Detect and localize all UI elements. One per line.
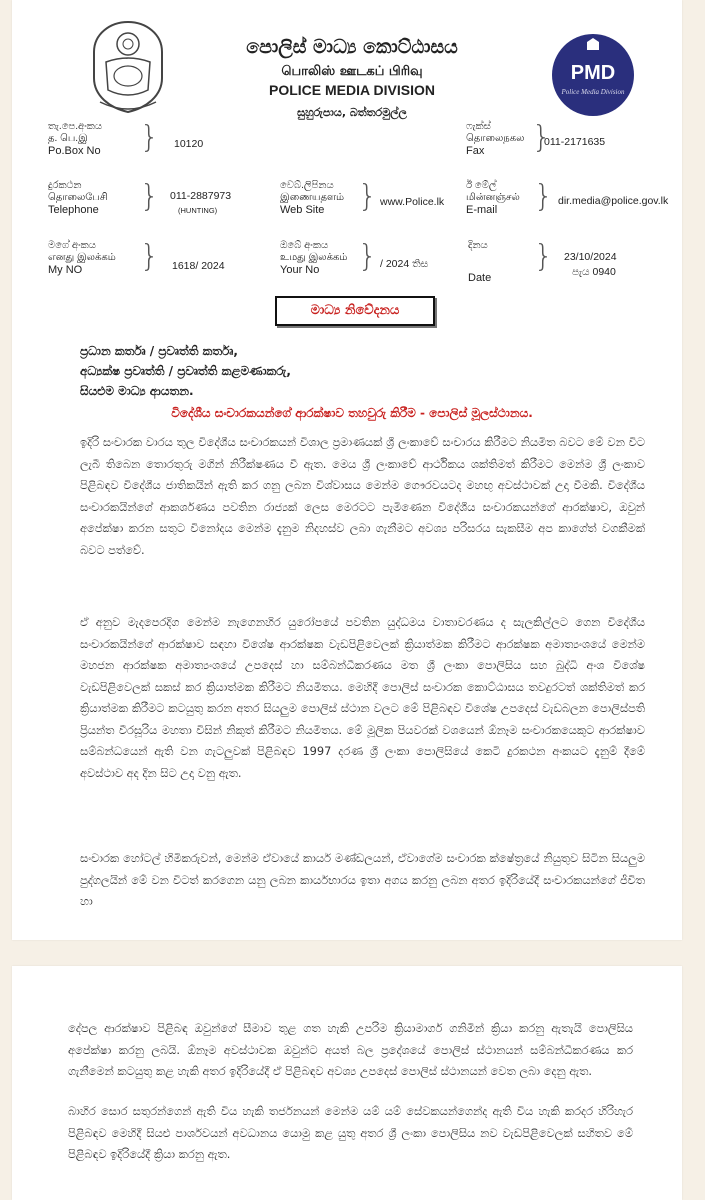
- pmd-logo-icon: [550, 32, 636, 118]
- recipient-line: ප්‍රධාන කර්තෘ / ප්‍රවෘත්ති කර්තෘ,: [80, 344, 238, 358]
- brace-icon: }: [140, 239, 160, 274]
- subject-heading: විදේශීය සංචාරකයන්ගේ ආරක්ෂාව තහවුරු කිරීම - පොලිස් මූලස්ථානය.: [171, 406, 533, 420]
- telephone-value: 011-2887973: [170, 190, 232, 202]
- body-paragraph: බාහිර සොර සතුරන්ගෙන් ඇති විය හැකි තර්ජනයන් මෙන්ම යම් යම් සේවකයන්ගෙන්ද ඇති විය හැකි කරදර හිරිහැර පිළිබඳව මෙහිදී සියළු පාර්ශවයන් අවධානය යොමු කළ යුතු අතර ශ්‍රී ලංකා පොලිසිය නව වැඩපිළිවෙලක් සහිතව මේ පිළිබඳව ඉදිරියේදී ක්‍රියා කරනු ඇත.: [68, 1104, 633, 1161]
- body-paragraph: ඒ අනුව මැදපෙරදිග මෙන්ම නැගෙනහිර යුරෝපයේ පවතින යුද්ධමය වාතාවරණය ද සැලකිල්ලට ගෙන විදේශීය සංචාරකයින්ගේ ආරක්ෂාව සඳහා විශේෂ ආරක්ෂක වැඩපිළිවෙලක් ක්‍රියාත්මක කිරීමට ආරක්ෂක අමාත්‍යංශයේ මෙන්ම මහජන ආරක්ෂක අමාත්‍යංශයේ උපදෙස් හා සම්බන්ධීකරණය මත ශ්‍රී ලංකා පොලිසිය සහ බුද්ධි අංශ විශේෂ වැඩපිළිවෙලක් සකස් කර ක්‍රියාත්මක කිරීමට නියමිතය. මෙහිදී පොලිස් සංචාරක කොට්ඨාසය තවදුරටත් ශක්තිමත් කර ක්‍රියාත්මක කිරීමට කටයුතු කරන අතර සියලුම පොලිස් ස්ථාන වලට මේ පිළිබඳව විශේෂ උපදෙස් වැඩබලන පොලිස්පති ප්‍රියන්ත වීරසූරිය මහතා විසින් නිකුත් කිරීමට නියමිතය. මේ මූලික පියවරක් වශයෙන් ඕනෑම සංචාරකයෙකුට ආරක්ෂාව සම්බන්ධයෙන් ඇති වන ගැටලුවක් පිළිබඳව 1997 දරණ ශ්‍රී ලංකා පොලිසියේ කෙටි දුරකථන අංකයට දැනුම් දීමේ අවස්ථාව අද දින සිට උදා වනු ඇත.: [80, 615, 645, 780]
- pobox-label: තැ.පෙ.අංකය த. பெ.இ Po.Box No: [48, 121, 103, 157]
- date-value: 23/10/2024: [564, 251, 617, 263]
- website-label: වෙබ්.ලිපිනය இணையதளம் Web Site: [280, 180, 345, 216]
- body-paragraph: දේපල ආරක්ෂාව පිළිබඳ ඔවුන්ගේ සීමාව තුළ ගත හැකි උපරිම ක්‍රියාමාර්ග ගනිමින් ක්‍රියා කරනු ඇතැයි පොලිසිය අපේක්ෂා කරනු ලබයි. ඕනෑම අවස්ථාවක ඔවුන්ට අයත් බල ප්‍රදේශයේ පොලිස් ස්ථානයන් සම්බන්ධීකරණය කර ගැනීමෙන් කටයුතු කළ හැකි අතර ඉදිරියේදී ඒ පිළිබඳව අවශ්‍ය උපදෙස් පොලිස් ස්ථානයන් වෙත ලබා දෙනු ඇත.: [68, 1021, 633, 1078]
- brace-icon: }: [532, 120, 552, 155]
- body-paragraph: ඉදිරි සංචාරක වාරය තුල විදේශීය සංචාරකයන් විශාල ප්‍රමාණයක් ශ්‍රී ලංකාවේ සංචාරය කිරීමට නියමිත බවට මේ වන විට ලැබී තිබෙන තොරතුරු මගින් නිරීක්ෂණය වී ඇත. මෙය ශ්‍රී ලංකාවේ ආර්ථිකය ශක්තිමත් කිරීමට මෙන්ම ශ්‍රී ලංකාව පිළිබඳව විදේශීය ජාතිකයින් ඇති කර ගනු ලබන විශ්වාසය මෙන්ම ගෞරවයටද මහඟු අවස්ථාවක් උදා වීමකි. විදේශීය සංචාරකයින්ගේ ආකර්ශණය පවතින රාජ්‍යක් ලෙස මෙරටට පැමිණෙන විදේශීය සංචාරකයන්ගේ ආරක්ෂාව, ඔවුන් අපේක්ෂා කරන සතුට විනෝදය මෙන්ම දැනුම නිදහස්ව ලබා ගැනීමට අවශ්‍ය පරිසරය සැකසීම අප කාගේත් වගකීමක් බවට පත්වේ.: [80, 435, 645, 557]
- brace-icon: }: [140, 179, 160, 214]
- email-label: ඊ මේල් மின்னஞ்சல் E-mail: [466, 180, 520, 216]
- telephone-label: දුරකථන தொலைபேசி Telephone: [48, 180, 108, 216]
- fax-value: 011-2171635: [544, 136, 606, 148]
- logo-text: PMD: [570, 62, 616, 84]
- logo-subtext: Police Media Division: [561, 88, 625, 96]
- time-value: පැය 0940: [572, 266, 616, 278]
- recipient-line: අධ්‍යක්ෂ ප්‍රවෘත්ති / ප්‍රවෘත්ති කළමණාකරු,: [80, 364, 291, 378]
- header-title-english: POLICE MEDIA DIVISION: [269, 82, 435, 98]
- pobox-value: 10120: [174, 138, 204, 150]
- police-crest-icon: [88, 18, 168, 114]
- brace-icon: }: [140, 120, 160, 155]
- brace-icon: }: [534, 239, 554, 274]
- date-label-en: Date: [468, 272, 492, 284]
- email-link[interactable]: dir.media@police.gov.lk: [558, 195, 669, 207]
- letter-page-1: [12, 0, 682, 940]
- brace-icon: }: [358, 179, 378, 214]
- your-no-value: / 2024 තිස: [380, 258, 429, 270]
- body-paragraph: සංචාරක හෝටල් හිමිකරුවන්, මෙන්ම ඒවායේ කාර්ය මණ්ඩලයන්, ඒවාගේම සංචාරක ක්ෂේත්‍රයේ නියුතුව සිටින සියලුම පුද්ගලයින් මේ වන විටත් කරගෙන යනු ලබන කාර්යභාරය ඉතා අගය කරනු ලබන අතර ඉදිරියේදී සංචාරකයන්ගේ ජීවිත හා: [80, 851, 645, 908]
- brace-icon: }: [534, 179, 554, 214]
- my-no-value: 1618/ 2024: [172, 260, 225, 272]
- fax-label: ෆැක්ස් தொலைநகல Fax: [466, 121, 525, 157]
- my-no-label: මගේ අංකය எனது இலக்கம் My NO: [48, 240, 116, 276]
- brace-icon: }: [358, 239, 378, 274]
- recipient-line: සියළුම මාධ්‍ය ආයතන.: [80, 384, 194, 398]
- website-link[interactable]: www.Police.lk: [380, 196, 445, 208]
- header-title-sinhala: පොලිස් මාධ්‍ය කොට්ඨාසය: [246, 36, 458, 58]
- date-label: දිනය: [468, 240, 488, 251]
- header-address: සුහුරුපාය, බත්තරමුල්ල: [297, 106, 407, 119]
- header-title-tamil: பொலிஸ் ஊடகப் பிரிவு: [281, 64, 423, 79]
- your-no-label: ඔබේ අංකය உமது இலக்கம் Your No: [280, 240, 348, 276]
- notice-title: මාධ්‍ය නිවේදනය: [275, 296, 435, 326]
- telephone-note: (HUNTING): [178, 206, 218, 215]
